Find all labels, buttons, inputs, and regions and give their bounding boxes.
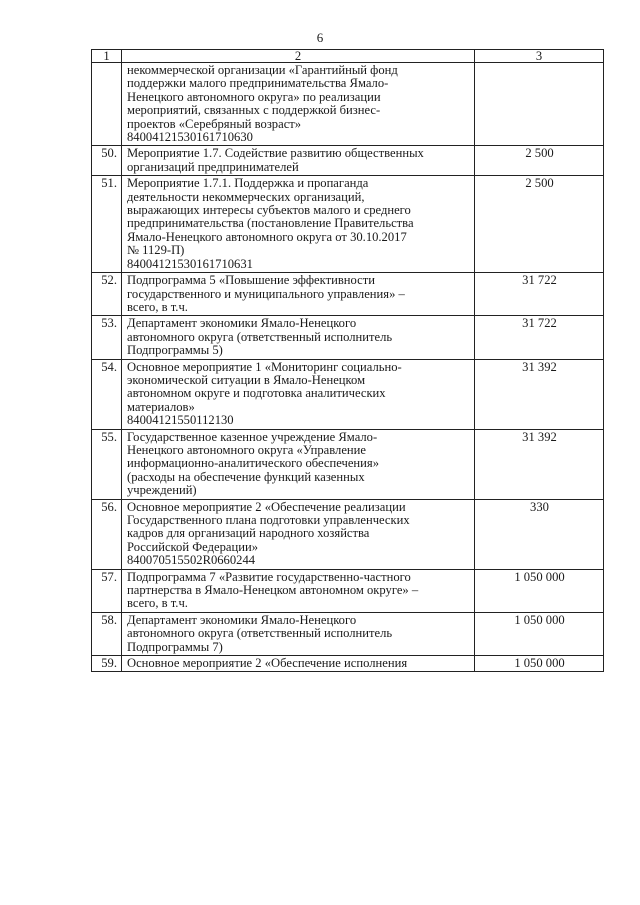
row-number: 52. bbox=[92, 273, 122, 316]
row-description bbox=[122, 146, 475, 176]
description-line: 84004121530161710630 bbox=[127, 130, 253, 145]
row-amount: 31 722 bbox=[475, 273, 604, 316]
row-description bbox=[122, 273, 475, 316]
row-amount: 330 bbox=[475, 499, 604, 569]
description-line: учреждений) bbox=[127, 483, 197, 498]
description-line: поддержки малого предпринимательства Ямало- bbox=[127, 76, 389, 91]
description-line: Мероприятие 1.7. Содействие развитию общественных bbox=[127, 146, 424, 161]
description-line: предпринимательства (постановление Правительства bbox=[127, 216, 414, 231]
row-amount bbox=[475, 63, 604, 146]
description-line: мероприятий, связанных с поддержкой бизнес- bbox=[127, 103, 381, 118]
description-line: некоммерческой организации «Гарантийный фонд bbox=[127, 63, 398, 77]
page-number: 6 bbox=[316, 30, 324, 45]
description-line: Ямало-Ненецкого автономного округа от 30.10.2017 bbox=[127, 229, 407, 244]
description-line: Подпрограммы 7) bbox=[127, 639, 223, 654]
description-line: партнерства в Ямало-Ненецком автономном округе» – bbox=[127, 583, 419, 598]
description-line: Департамент экономики Ямало-Ненецкого bbox=[127, 316, 357, 331]
description-line: Мероприятие 1.7.1. Поддержка и пропаганда bbox=[127, 176, 369, 191]
row-description bbox=[122, 499, 475, 569]
column-header: 1 bbox=[92, 50, 122, 63]
description-line: материалов» bbox=[127, 399, 195, 414]
description-line: автономном округе и подготовка аналитических bbox=[127, 386, 386, 401]
description-line: Ненецкого автономного округа «Управление bbox=[127, 442, 366, 457]
description-line: организаций предпринимателей bbox=[127, 159, 299, 174]
row-description bbox=[122, 63, 475, 146]
table-row bbox=[92, 316, 604, 359]
table-row bbox=[92, 176, 604, 273]
description-line: Подпрограмма 5 «Повышение эффективности bbox=[127, 273, 375, 288]
table-row bbox=[92, 656, 604, 672]
row-description bbox=[122, 569, 475, 612]
row-number: 56. bbox=[92, 499, 122, 569]
row-number: 55. bbox=[92, 429, 122, 499]
row-amount: 1 050 000 bbox=[475, 656, 604, 672]
description-line: Основное мероприятие 2 «Обеспечение исполнения bbox=[127, 656, 408, 671]
description-line: Ненецкого автономного округа» по реализации bbox=[127, 89, 381, 104]
table-row bbox=[92, 359, 604, 429]
row-amount: 1 050 000 bbox=[475, 569, 604, 612]
table-row bbox=[92, 273, 604, 316]
description-line: 840070515502R0660244 bbox=[127, 553, 256, 568]
row-number: 51. bbox=[92, 176, 122, 273]
description-line: Основное мероприятие 1 «Мониторинг социально- bbox=[127, 359, 402, 374]
row-description bbox=[122, 176, 475, 273]
column-header: 3 bbox=[475, 50, 604, 63]
row-number: 54. bbox=[92, 359, 122, 429]
row-description bbox=[122, 612, 475, 655]
row-description bbox=[122, 429, 475, 499]
row-amount: 31 392 bbox=[475, 429, 604, 499]
table-row bbox=[92, 63, 604, 146]
row-number: 58. bbox=[92, 612, 122, 655]
row-description bbox=[122, 656, 475, 672]
budget-table bbox=[91, 49, 604, 672]
description-line: государственного и муниципального управления» – bbox=[127, 286, 405, 301]
column-header: 2 bbox=[122, 50, 475, 63]
description-line: 84004121530161710631 bbox=[127, 256, 253, 271]
description-line: № 1129-П) bbox=[127, 243, 185, 258]
row-description bbox=[122, 359, 475, 429]
row-number: 50. bbox=[92, 146, 122, 176]
description-line: всего, в т.ч. bbox=[127, 596, 188, 611]
description-line: всего, в т.ч. bbox=[127, 299, 188, 314]
description-line: информационно-аналитического обеспечения» bbox=[127, 456, 379, 471]
description-line: выражающих интересы субъектов малого и среднего bbox=[127, 203, 411, 218]
description-line: проектов «Серебряный возраст» bbox=[127, 116, 302, 131]
table-row bbox=[92, 499, 604, 569]
row-amount: 1 050 000 bbox=[475, 612, 604, 655]
description-line: Государственного плана подготовки управленческих bbox=[127, 513, 410, 527]
row-description bbox=[122, 316, 475, 359]
table-row bbox=[92, 569, 604, 612]
description-line: автономного округа (ответственный исполнитель bbox=[127, 329, 393, 344]
row-amount: 2 500 bbox=[475, 176, 604, 273]
table-row bbox=[92, 146, 604, 176]
description-line: автономного округа (ответственный исполнитель bbox=[127, 626, 393, 641]
description-line: Подпрограмма 7 «Развитие государственно-частного bbox=[127, 569, 411, 584]
description-line: кадров для организаций народного хозяйства bbox=[127, 526, 370, 541]
row-number: 59. bbox=[92, 656, 122, 672]
description-line: Государственное казенное учреждение Ямало- bbox=[127, 429, 378, 444]
row-amount: 31 392 bbox=[475, 359, 604, 429]
description-line: экономической ситуации в Ямало-Ненецком bbox=[127, 372, 366, 387]
description-line: Подпрограммы 5) bbox=[127, 343, 223, 358]
row-amount: 2 500 bbox=[475, 146, 604, 176]
description-line: Основное мероприятие 2 «Обеспечение реализации bbox=[127, 499, 406, 514]
description-line: Российской Федерации» bbox=[127, 539, 258, 554]
row-number bbox=[92, 63, 122, 146]
row-amount: 31 722 bbox=[475, 316, 604, 359]
table-row bbox=[92, 612, 604, 655]
row-number: 53. bbox=[92, 316, 122, 359]
table-row bbox=[92, 429, 604, 499]
description-line: Департамент экономики Ямало-Ненецкого bbox=[127, 612, 357, 627]
description-line: (расходы на обеспечение функций казенных bbox=[127, 469, 365, 484]
description-line: деятельности некоммерческих организаций, bbox=[127, 189, 365, 204]
row-number: 57. bbox=[92, 569, 122, 612]
table-header-row bbox=[92, 50, 604, 63]
description-line: 84004121550112130 bbox=[127, 413, 234, 428]
